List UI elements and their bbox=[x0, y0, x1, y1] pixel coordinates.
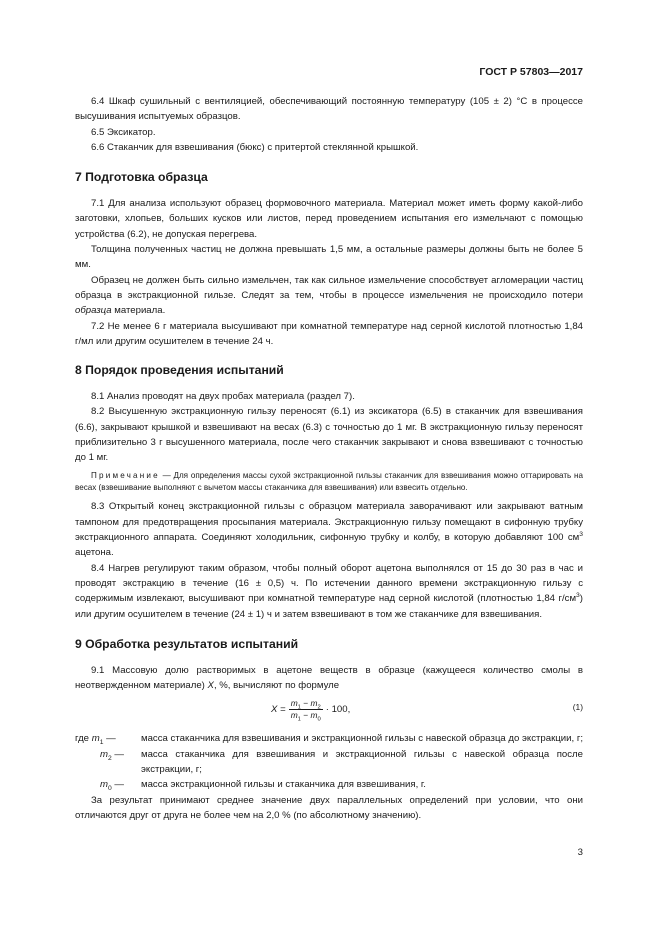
clause-8-4 bbox=[75, 561, 583, 622]
clause-6-4: 6.4 Шкаф сушильный с вентиляцией, обеспечивающий постоянную температуру (105 ± 2) °С в процессе высушивания испытуемых образцов. bbox=[75, 96, 583, 123]
clause-8-4-text-b: ) или другим осушителем в течение (24 ± 1) ч и затем взвешивают в том же стаканчике для взвешивания. bbox=[75, 593, 583, 620]
note-8-2 bbox=[75, 470, 583, 495]
legend-m1-dash: — bbox=[106, 733, 116, 745]
num-m2: m bbox=[310, 698, 318, 709]
clause-8-1: 8.1 Анализ проводят на двух пробах материала (раздел 7). bbox=[91, 391, 355, 403]
legend-m1-var: m bbox=[91, 733, 100, 745]
clause-9-1 bbox=[75, 663, 583, 694]
legend-m2-var: m bbox=[100, 748, 108, 760]
formula-expression bbox=[271, 698, 351, 724]
paragraph-result: За результат принимают среднее значение двух параллельных определений при условии, что они отличаются друг от друга не более чем на 2,0 % (по абсолютному значению). bbox=[75, 794, 583, 821]
sample-grinding-text-a: Образец не должен быть сильно измельчен, так как сильное измельчение способствует агломерации частиц образца в экстракционной гильзе. Следят за тем, чтобы в процессе измельчения не происходило потери bbox=[75, 274, 583, 301]
formula-1 bbox=[75, 696, 583, 726]
clause-8-4-text-a: 8.4 Нагрев регулируют таким образом, чтобы полный оборот ацетона выполнялся от 15 до 30 раз в час и проводят экстракцию в течение (16 ± 0,5) ч. По истечении данного времени экстракционную гильзу с содержимым извлекают, высушивают при комнатной температуре над серной кислотой (плотностью 1,84 г/см bbox=[75, 562, 583, 605]
note-label: Примечание bbox=[91, 470, 160, 480]
note-text: — Для определения массы сухой экстракционной гильзы стаканчик для взвешивания можно оттарировать на весах (взвешивание выполняют с вычетом массы стаканчика для взвешивания) или взвесить отдельно. bbox=[75, 470, 584, 493]
section-7-heading: 7 Подготовка образца bbox=[75, 170, 208, 185]
num-m1: m bbox=[290, 698, 298, 709]
den-minus: − bbox=[300, 710, 311, 721]
num-m2-sub: 2 bbox=[317, 705, 321, 712]
page-number: 3 bbox=[577, 847, 583, 858]
clause-8-3-sup: 3 bbox=[579, 530, 583, 538]
legend-m1-sub: 1 bbox=[99, 739, 104, 747]
legend-m0-var: m bbox=[100, 779, 108, 791]
legend-row-m2 bbox=[75, 747, 583, 778]
doc-header: ГОСТ Р 57803—2017 bbox=[479, 66, 583, 78]
formula-number: (1) bbox=[572, 702, 583, 713]
clause-7-2: 7.2 Не менее 6 г материала высушивают при комнатной температуре над серной кислотой плотностью 1,84 г/мл или другим осушителем в течение 24 ч. bbox=[75, 320, 583, 347]
legend-m2-sub: 2 bbox=[108, 754, 112, 762]
clause-6-5: 6.5 Эксикатор. bbox=[91, 126, 156, 138]
legend-m1-text: масса стаканчика для взвешивания и экстракционной гильзы с навеской образца до экстракции, г; bbox=[141, 733, 584, 745]
legend-m2-dash: — bbox=[114, 748, 125, 760]
legend-m2-text: масса стаканчика для взвешивания и экстракционной гильзы с навеской образца после экстракции, г; bbox=[141, 748, 583, 776]
formula-numerator bbox=[289, 698, 323, 710]
formula-legend bbox=[75, 731, 583, 792]
formula-denominator bbox=[289, 710, 323, 724]
section-9-heading: 9 Обработка результатов испытаний bbox=[75, 636, 299, 651]
page-content bbox=[75, 94, 583, 823]
den-m0-sub: 0 bbox=[317, 717, 321, 724]
den-m0: m bbox=[310, 710, 318, 721]
clause-8-2: 8.2 Высушенную экстракционную гильзу переносят (6.1) из эксикатора (6.5) в стаканчик для взвешивания (6.6), закрывают крышкой и взвешивают на весах (6.3) с точностью до 1 мг. В экстракционную гильзу переносят приблизительно 3 г высушенного материала, после чего стаканчик закрывают и снова взвешивают с точностью до 1 мг. bbox=[75, 406, 583, 464]
legend-row-m0 bbox=[75, 777, 583, 792]
formula-tail: · 100, bbox=[325, 704, 351, 716]
clause-6-6: 6.6 Стаканчик для взвешивания (бюкс) с притертой стеклянной крышкой. bbox=[91, 141, 419, 153]
clause-9-1-text-a: 9.1 Массовую долю растворимых в ацетоне веществ в образце (кажущееся количество смолы в неотвержденном материале) bbox=[75, 664, 583, 692]
clause-9-1-text-b: , %, вычисляют по формуле bbox=[213, 680, 340, 692]
paragraph-particle-size: Толщина полученных частиц не должна превышать 1,5 мм, а остальные размеры должны быть не более 5 мм. bbox=[75, 244, 583, 271]
num-m1-sub: 1 bbox=[297, 705, 301, 712]
formula-fraction bbox=[289, 698, 323, 724]
clause-9-1-var-x: X bbox=[207, 680, 214, 692]
den-m1-sub: 1 bbox=[297, 717, 301, 724]
legend-m0-dash: — bbox=[114, 779, 125, 791]
sample-grinding-text-b: материала. bbox=[114, 305, 166, 317]
clause-8-3-text-a: 8.3 Открытый конец экстракционной гильзы с образцом материала заворачивают или закрывают ватным тампоном для предотвращения просыпания материала. Экстракционную гильзу помещают в сифонную трубку экстракционного аппарата. Соединяют холодильник, сифонную трубку и колбу, в которую добавляют 100 см bbox=[75, 501, 583, 544]
legend-m0-sub: 0 bbox=[108, 785, 112, 793]
legend-row-m1 bbox=[75, 731, 583, 746]
clause-8-3-text-b: ацетона. bbox=[75, 547, 114, 559]
section-8-heading: 8 Порядок проведения испытаний bbox=[75, 363, 284, 378]
formula-equals: = bbox=[280, 704, 286, 716]
legend-m0-text: масса экстракционной гильзы и стаканчика для взвешивания, г. bbox=[141, 779, 426, 791]
legend-m1-symbol bbox=[75, 731, 116, 746]
clause-8-4-sup: 3 bbox=[576, 592, 580, 600]
clause-8-3 bbox=[75, 499, 583, 560]
sample-grinding-italic: образца bbox=[75, 305, 112, 317]
paragraph-sample-grinding bbox=[75, 273, 583, 319]
den-m1: m bbox=[290, 710, 298, 721]
clause-7-1: 7.1 Для анализа используют образец формовочного материала. Материал может иметь форму какой-либо заготовки, хлопьев, больших кусков или листов, перед проведением испытания его измельчают с помощью устройства (6.2), не допуская перегрева. bbox=[75, 198, 583, 240]
formula-lhs: X bbox=[271, 704, 278, 716]
legend-lead: где bbox=[75, 733, 90, 745]
num-minus: − bbox=[300, 698, 311, 709]
legend-m0-symbol bbox=[100, 777, 124, 792]
legend-m2-symbol bbox=[100, 747, 124, 762]
